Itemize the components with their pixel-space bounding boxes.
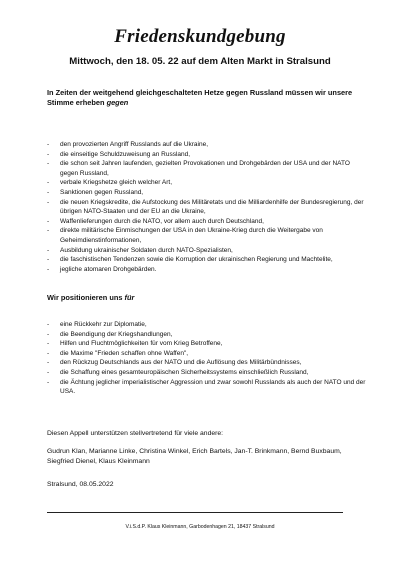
position-heading-emphasis: für: [124, 293, 135, 302]
for-item: - eine Rückkehr zur Diplomatie,: [47, 320, 367, 330]
intro-paragraph: [47, 88, 367, 108]
against-item: - Waffenlieferungen durch die NATO, vor allem auch durch Deutschland,: [47, 217, 367, 227]
page-title: Friedenskundgebung: [114, 26, 286, 47]
for-item: - die Beendigung der Kriegshandlungen,: [47, 330, 367, 340]
against-item: - Ausbildung ukrainischer Soldaten durch NATO-Spezialisten,: [47, 246, 367, 256]
against-item: - die einseitige Schuldzuweisung an Russland,: [47, 150, 367, 160]
for-item: - die Maxime "Frieden schaffen ohne Waffen",: [47, 349, 367, 359]
intro-text: In Zeiten der weitgehend gleichgeschalteten Hetze gegen Russland müssen wir unsere Stimme erheben: [47, 88, 353, 107]
against-item: - die neuen Kriegskredite, die Aufstockung des Militäretats und die Milliardenhilfe der Bundesregierung, der übrigen NATO-Staaten und der EU an die Ukraine,: [47, 198, 367, 217]
against-item: - direkte militärische Einmischungen der USA in den Ukraine-Krieg durch die Weitergabe von Geheimdienstinformationen,: [47, 226, 367, 245]
against-item: - jegliche atomaren Drohgebärden.: [47, 265, 367, 275]
appeal-text: Diesen Appell unterstützen stellvertretend für viele andere:: [47, 430, 224, 437]
intro-emphasis: gegen: [106, 98, 129, 107]
for-item: - Hilfen und Fluchtmöglichkeiten für vom Krieg Betroffene,: [47, 339, 367, 349]
footer-imprint: V.i.S.d.P. Klaus Kleinmann, Garbodenhagen 21, 18437 Stralsund: [125, 524, 275, 530]
against-item: - verbale Kriegshetze gleich welcher Art,: [47, 178, 367, 188]
against-item: - die schon seit Jahren laufenden, gezielten Provokationen und Drohgebärden der USA und der NATO gegen Russland,: [47, 159, 367, 178]
footer-divider: [47, 512, 343, 513]
for-list: [47, 320, 367, 397]
against-item: - die faschistischen Tendenzen sowie die Korruption der ukrainischen Regierung und Machtelite,: [47, 255, 367, 265]
dateline: Stralsund, 08.05.2022: [47, 481, 114, 488]
event-subtitle: Mittwoch, den 18. 05. 22 auf dem Alten Markt in Stralsund: [69, 56, 331, 67]
against-item: - Sanktionen gegen Russland,: [47, 188, 367, 198]
position-heading-text: Wir positionieren uns: [47, 293, 125, 302]
for-item: - die Schaffung eines gesamteuropäischen Sicherheitssystems einschließlich Russland,: [47, 368, 367, 378]
against-list: [47, 140, 367, 274]
against-item: - den provozierten Angriff Russlands auf die Ukraine,: [47, 140, 367, 150]
supporters-list: Gudrun Klan, Marianne Linke, Christina Winkel, Erich Bartels, Jan-T. Brinkmann, Bernd Buxbaum, Siegfried Dienel, Klaus Kleinmann: [47, 448, 342, 465]
for-item: - den Rückzug Deutschlands aus der NATO und die Auflösung des Militärbündnisses,: [47, 358, 367, 368]
position-heading: [47, 293, 134, 302]
for-item: - die Ächtung jeglicher imperialistischer Aggression und zwar sowohl Russlands als auch der NATO und der USA.: [47, 378, 367, 397]
